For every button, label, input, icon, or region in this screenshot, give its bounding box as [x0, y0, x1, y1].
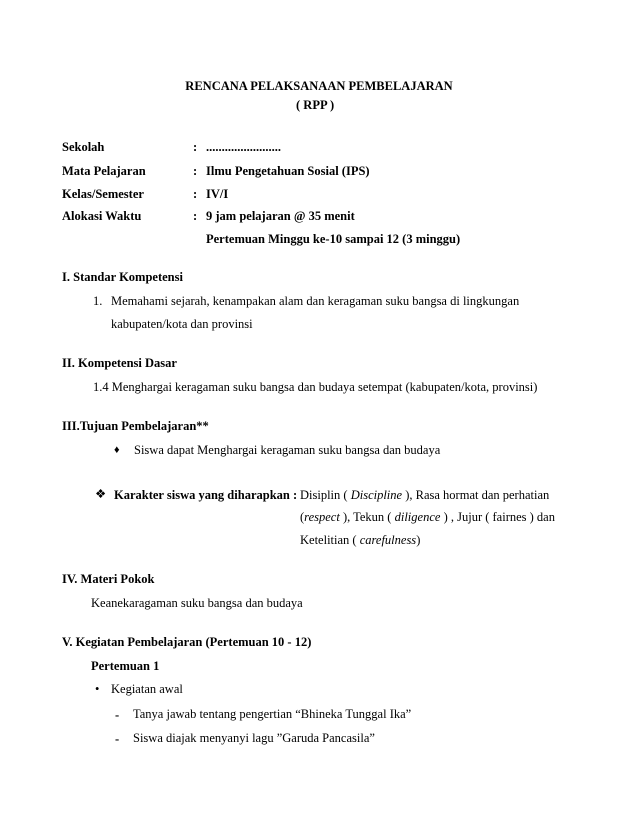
- identity-extra: Pertemuan Minggu ke-10 sampai 12 (3 minggu): [206, 232, 461, 246]
- dash-bullet: -: [115, 708, 120, 722]
- character-label: Karakter siswa yang diharapkan :: [114, 488, 298, 502]
- section-heading: IV. Materi Pokok: [62, 572, 155, 586]
- identity-value: ........................: [206, 140, 281, 154]
- text-run: ), Rasa hormat dan perhatian: [402, 488, 550, 502]
- identity-value: Ilmu Pengetahuan Sosial (IPS): [206, 164, 370, 178]
- activity-subitem: Tanya jawab tentang pengertian “Bhineka Tunggal Ika”: [133, 707, 412, 721]
- text-run: (: [300, 510, 305, 524]
- text-run-italic: diligence: [394, 510, 441, 524]
- text-run: ) , Jujur ( fairnes ) dan: [440, 510, 555, 524]
- identity-label: Mata Pelajaran: [62, 164, 146, 178]
- identity-colon: :: [193, 140, 198, 154]
- section-heading: I. Standar Kompetensi: [62, 270, 183, 284]
- text-run: Ketelitian (: [300, 533, 360, 547]
- main-material: Keanekaragaman suku bangsa dan budaya: [91, 596, 303, 610]
- identity-value: 9 jam pelajaran @ 35 menit: [206, 209, 355, 223]
- learning-goal: Siswa dapat Menghargai keragaman suku bangsa dan budaya: [134, 443, 441, 457]
- text-run: ): [416, 533, 421, 547]
- diamond-bullet-icon: ♦: [114, 444, 120, 456]
- section-heading: III.Tujuan Pembelajaran**: [62, 419, 209, 433]
- competency-text: Memahami sejarah, kenampakan alam dan keragaman suku bangsa di lingkungan: [111, 294, 520, 308]
- document-title: RENCANA PELAKSANAAN PEMBELAJARAN: [185, 79, 453, 93]
- dash-bullet: -: [115, 732, 120, 746]
- document-subtitle: ( RPP ): [296, 98, 335, 112]
- identity-colon: :: [193, 209, 198, 223]
- competency-text-cont: kabupaten/kota dan provinsi: [111, 317, 253, 331]
- identity-label: Alokasi Waktu: [62, 209, 142, 223]
- four-diamond-bullet-icon: ❖: [95, 487, 107, 501]
- text-run-italic: Discipline: [350, 488, 403, 502]
- activity-item: Kegiatan awal: [111, 682, 183, 696]
- section-heading: II. Kompetensi Dasar: [62, 356, 177, 370]
- text-run: Disiplin (: [300, 488, 351, 502]
- character-line: [300, 534, 420, 547]
- text-run-italic: respect: [304, 510, 340, 524]
- bullet-icon: •: [95, 682, 100, 696]
- activity-subitem: Siswa diajak menyanyi lagu ”Garuda Pancasila”: [133, 731, 375, 745]
- text-run-italic: carefulness: [359, 533, 417, 547]
- identity-colon: :: [193, 164, 198, 178]
- list-number: 1.: [93, 294, 103, 308]
- text-run: ), Tekun (: [339, 510, 395, 524]
- identity-value: IV/I: [206, 187, 229, 201]
- identity-label: Kelas/Semester: [62, 187, 144, 201]
- character-line: [300, 489, 549, 502]
- section-heading: V. Kegiatan Pembelajaran (Pertemuan 10 - 12): [62, 635, 312, 649]
- meeting-heading: Pertemuan 1: [91, 659, 160, 673]
- character-line: [300, 511, 555, 524]
- basic-competency-text: 1.4 Menghargai keragaman suku bangsa dan budaya setempat (kabupaten/kota, provinsi): [93, 380, 538, 394]
- identity-colon: :: [193, 187, 198, 201]
- identity-label: Sekolah: [62, 140, 105, 154]
